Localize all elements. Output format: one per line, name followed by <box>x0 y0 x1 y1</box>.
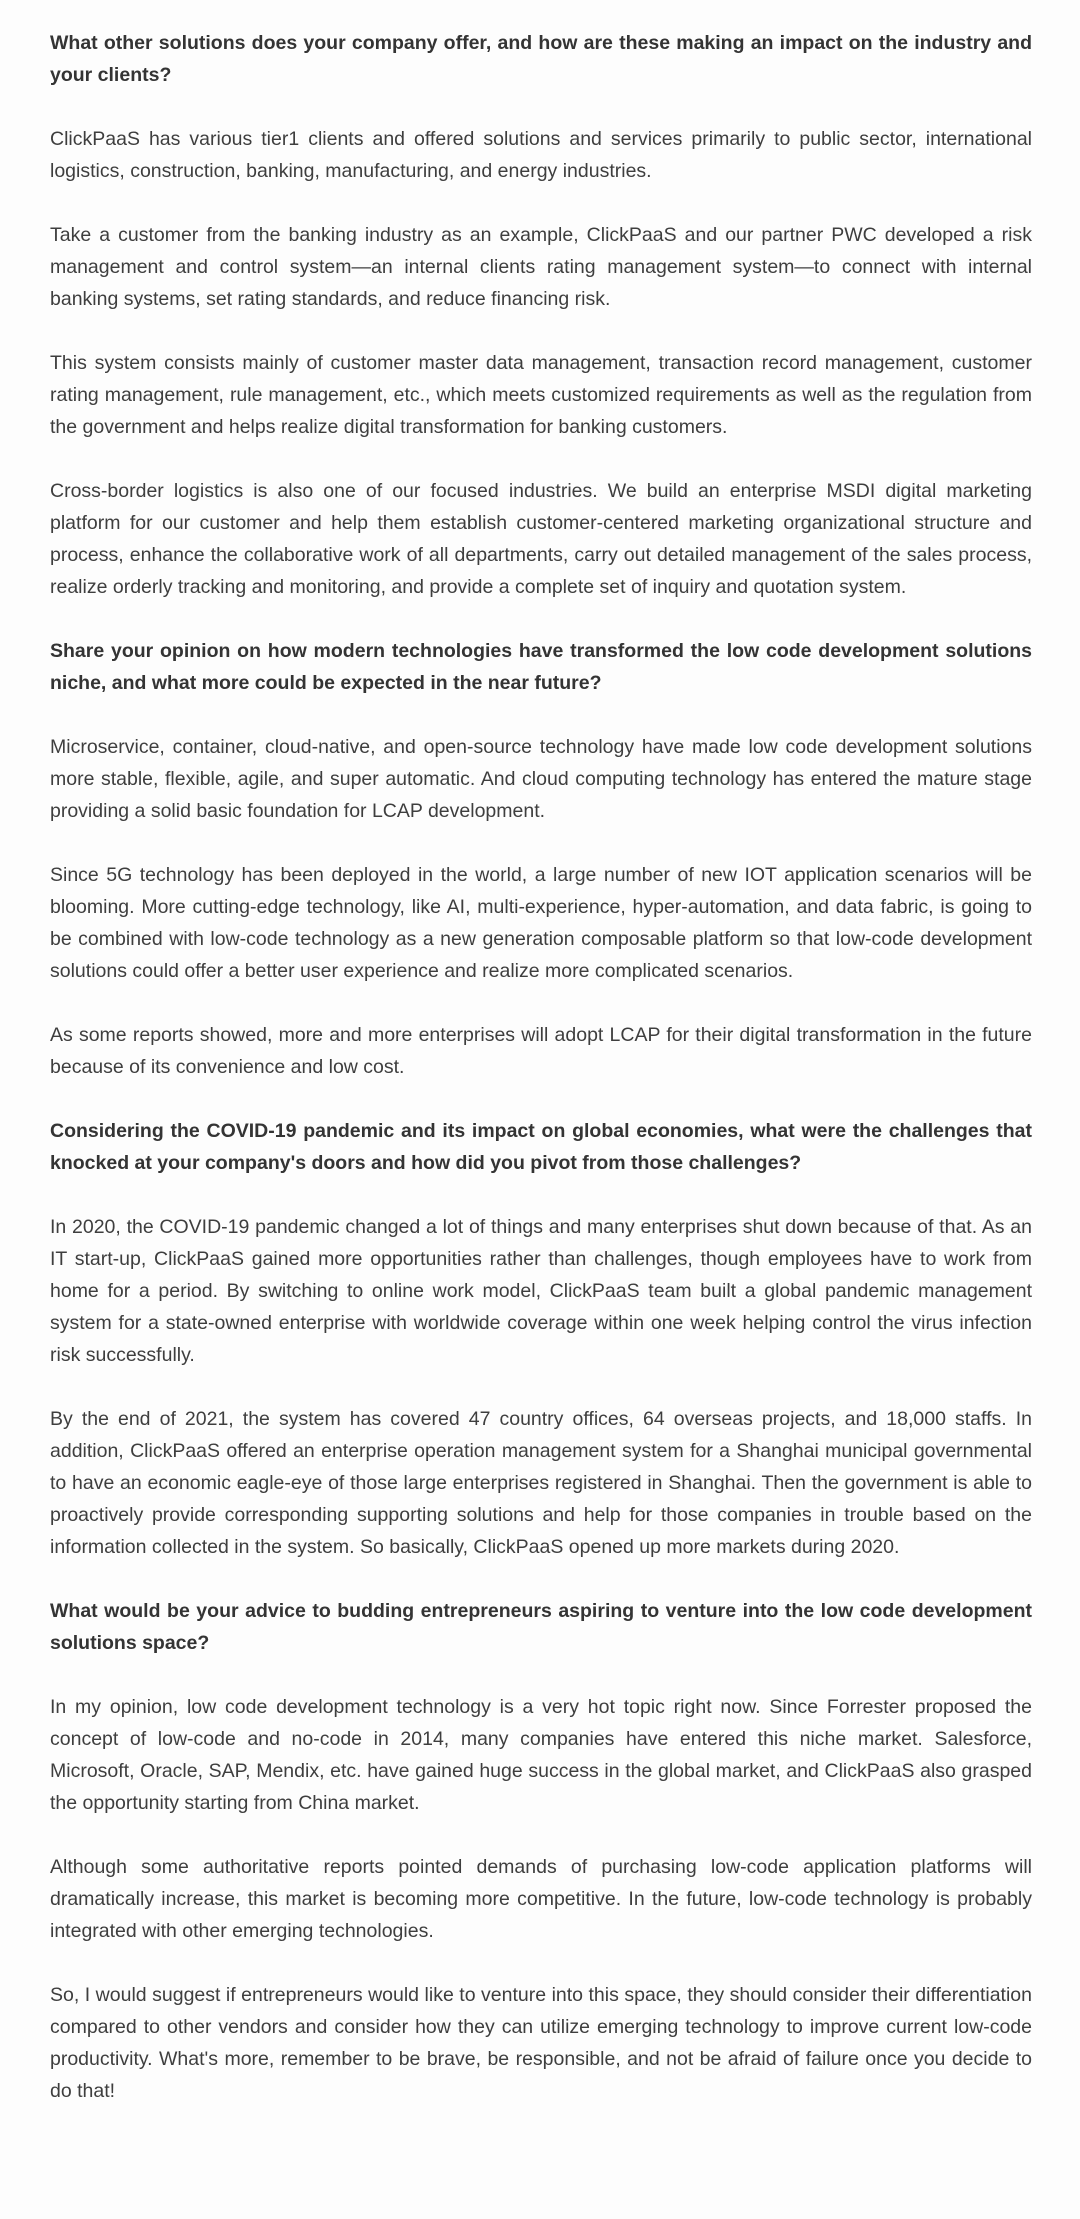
answer-paragraph: Since 5G technology has been deployed in the world, a large number of new IOT application scenarios will be blooming. More cutting-edge technology, like AI, multi-experience, hyper-automation, and data fabric, is going to be combined with low-code technology as a new generation composable platform so that low-code development solutions could offer a better user experience and realize more complicated scenarios. <box>50 864 1032 982</box>
answer-paragraph: So, I would suggest if entrepreneurs would like to venture into this space, they should consider their differentiation compared to other vendors and consider how they can utilize emerging technology to improve current low-code productivity. What's more, remember to be brave, be responsible, and not be afraid of failure once you decide to do that! <box>50 1984 1032 2102</box>
question-heading: What other solutions does your company offer, and how are these making an impact on the industry and your clients? <box>50 32 1032 86</box>
answer-paragraph: In my opinion, low code development technology is a very hot topic right now. Since Forrester proposed the concept of low-code and no-code in 2014, many companies have entered this niche market. Salesforce, Microsoft, Oracle, SAP, Mendix, etc. have gained huge success in the global market, and ClickPaaS also grasped the opportunity starting from China market. <box>50 1696 1032 1814</box>
answer-paragraph: This system consists mainly of customer master data management, transaction record management, customer rating management, rule management, etc., which meets customized requirements as well as the regulation from the government and helps realize digital transformation for banking customers. <box>50 352 1032 438</box>
answer-paragraph: Microservice, container, cloud-native, and open-source technology have made low code development solutions more stable, flexible, agile, and super automatic. And cloud computing technology has entered the mature stage providing a solid basic foundation for LCAP development. <box>50 736 1032 822</box>
answer-paragraph: Although some authoritative reports pointed demands of purchasing low-code application platforms will dramatically increase, this market is becoming more competitive. In the future, low-code technology is probably integrated with other emerging technologies. <box>50 1856 1032 1942</box>
answer-paragraph: By the end of 2021, the system has covered 47 country offices, 64 overseas projects, and 18,000 staffs. In addition, ClickPaaS offered an enterprise operation management system for a Shanghai municipal governmental to have an economic eagle-eye of those large enterprises registered in Shanghai. Then the government is able to proactively provide corresponding supporting solutions and help for those companies in trouble based on the information collected in the system. So basically, ClickPaaS opened up more markets during 2020. <box>50 1408 1032 1558</box>
question-heading: Share your opinion on how modern technologies have transformed the low code development solutions niche, and what more could be expected in the near future? <box>50 640 1032 694</box>
answer-paragraph: Cross-border logistics is also one of our focused industries. We build an enterprise MSDI digital marketing platform for our customer and help them establish customer-centered marketing organizational structure and process, enhance the collaborative work of all departments, carry out detailed management of the sales process, realize orderly tracking and monitoring, and provide a complete set of inquiry and quotation system. <box>50 480 1032 598</box>
answer-paragraph: ClickPaaS has various tier1 clients and offered solutions and services primarily to public sector, international logistics, construction, banking, manufacturing, and energy industries. <box>50 128 1032 182</box>
question-heading: Considering the COVID-19 pandemic and its impact on global economies, what were the challenges that knocked at your company's doors and how did you pivot from those challenges? <box>50 1120 1032 1174</box>
question-heading: What would be your advice to budding entrepreneurs aspiring to venture into the low code development solutions space? <box>50 1600 1032 1654</box>
answer-paragraph: Take a customer from the banking industry as an example, ClickPaaS and our partner PWC developed a risk management and control system—an internal clients rating management system—to connect with internal banking systems, set rating standards, and reduce financing risk. <box>50 224 1032 310</box>
answer-paragraph: In 2020, the COVID-19 pandemic changed a lot of things and many enterprises shut down because of that. As an IT start-up, ClickPaaS gained more opportunities rather than challenges, though employees have to work from home for a period. By switching to online work model, ClickPaaS team built a global pandemic management system for a state-owned enterprise with worldwide coverage within one week helping control the virus infection risk successfully. <box>50 1216 1032 1366</box>
answer-paragraph: As some reports showed, more and more enterprises will adopt LCAP for their digital transformation in the future because of its convenience and low cost. <box>50 1024 1032 1078</box>
